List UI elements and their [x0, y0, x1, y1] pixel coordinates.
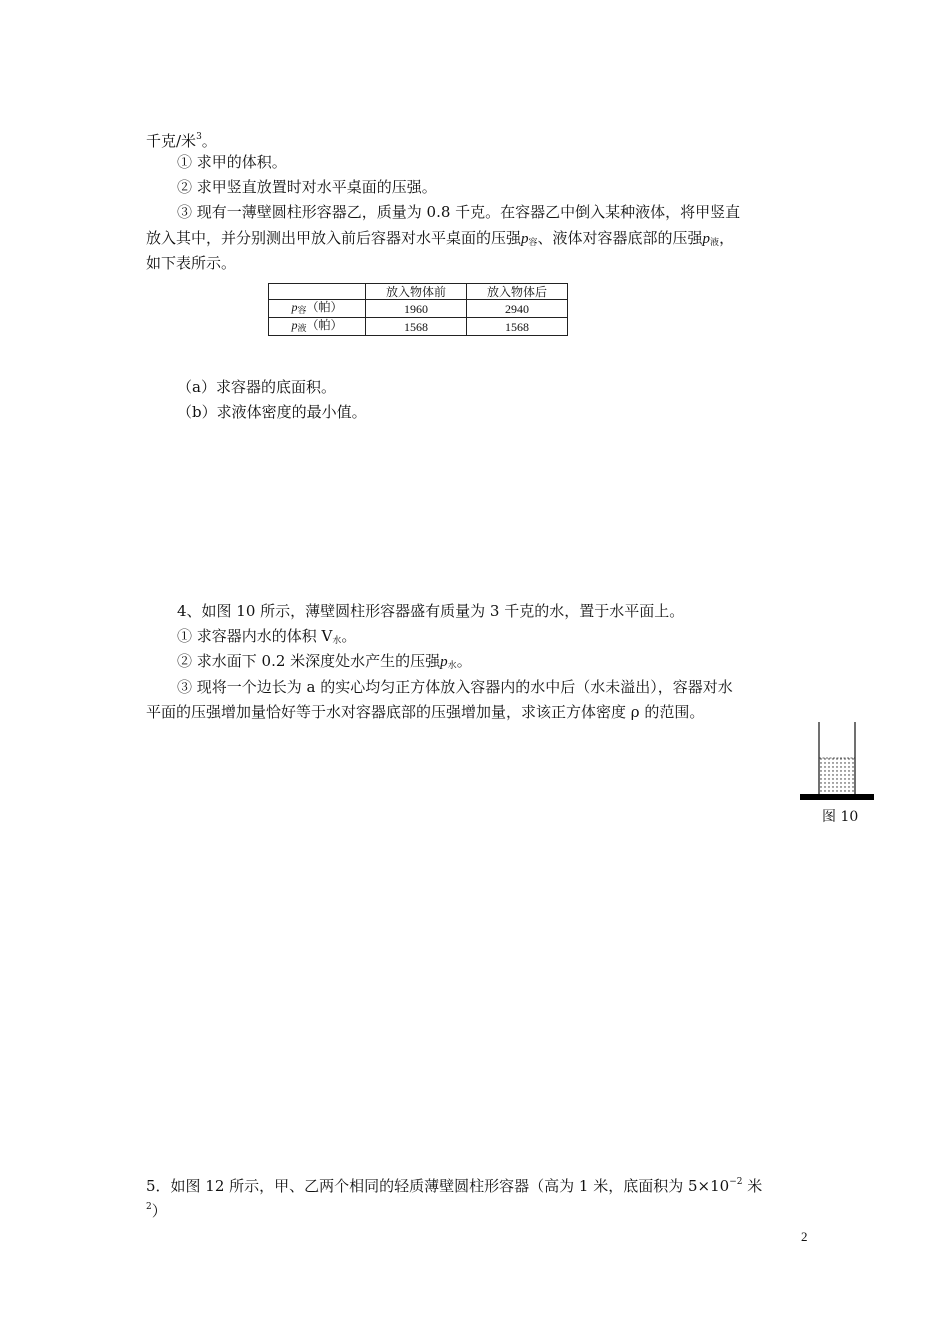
q3-item-3-line-1: ③ 现有一薄壁圆柱形容器乙，质量为 0.8 千克。在容器乙中倒入某种液体，将甲竖直 — [177, 203, 741, 221]
q3-unit-line — [146, 127, 217, 151]
row-p-sub: 容 — [297, 305, 307, 315]
row-p-symbol: p — [291, 318, 298, 332]
q3-sub-a: （a）求容器的底面积。 — [177, 378, 336, 396]
q4-item-3-line-2: 平面的压强增加量恰好等于水对容器底部的压强增加量，求该正方体密度 ρ 的范围。 — [146, 703, 705, 721]
table-cell: 1960 — [366, 300, 467, 318]
table-header-cell: 放入物体后 — [467, 284, 568, 300]
row-unit: （帕） — [306, 300, 343, 314]
row-p-symbol: p — [291, 300, 298, 314]
table-header-row — [269, 284, 568, 300]
q4-item-1-sub: 水 — [332, 636, 342, 646]
table-row-label — [269, 300, 366, 318]
table-cell: 1568 — [366, 318, 467, 336]
q3-sub-b: （b）求液体密度的最小值。 — [177, 403, 367, 421]
table-header-cell — [269, 284, 366, 300]
q3-item-3-line-2 — [146, 228, 734, 253]
q4-item-2-sub: 水 — [447, 661, 457, 671]
q3-p-symbol-2: p — [702, 231, 711, 247]
table-row — [269, 300, 568, 318]
q5-exponent: −2 — [729, 1177, 743, 1187]
q4-item-2-text: ② 求水面下 0.2 米深度处水产生的压强 — [177, 652, 441, 670]
row-unit: （帕） — [306, 318, 343, 332]
q3-item-1: ① 求甲的体积。 — [177, 153, 287, 171]
q3-p-sub-ye: 液 — [710, 238, 720, 248]
q5-text-c: ） — [151, 1202, 167, 1220]
q4-item-2 — [177, 651, 472, 676]
q3-p-symbol: p — [521, 231, 529, 247]
q3-item-2: ② 求甲竖直放置时对水平桌面的压强。 — [177, 178, 437, 196]
q3-item-3-text-c: ， — [719, 229, 735, 247]
q3-unit-text: 千克/米 — [146, 132, 197, 150]
figure-10-caption: 图 10 — [822, 809, 859, 825]
q5-text-b: 米 — [742, 1177, 763, 1195]
q5-line-1 — [146, 1172, 762, 1196]
table-header-cell: 放入物体前 — [366, 284, 467, 300]
q3-unit-end: 。 — [201, 132, 217, 150]
table-cell: 2940 — [467, 300, 568, 318]
q5-exponent-2: 2 — [146, 1202, 152, 1212]
q3-p-sub-rong: 容 — [528, 238, 538, 248]
q3-item-3-text-b: 、液体对容器底部的压强 — [537, 229, 703, 247]
q4-item-1 — [177, 626, 356, 651]
table-cell: 1568 — [467, 318, 568, 336]
table-row-label — [269, 318, 366, 336]
q3-item-3-line-3: 如下表所示。 — [146, 254, 237, 272]
q5-text-a: 5．如图 12 所示，甲、乙两个相同的轻质薄壁圆柱形容器（高为 1 米，底面积为 5×10 — [146, 1177, 730, 1195]
q4-item-1-text: ① 求容器内水的体积 V — [177, 627, 333, 645]
q4-item-2-end: 。 — [456, 652, 472, 670]
row-p-sub: 液 — [297, 323, 307, 333]
horizontal-base — [800, 794, 874, 800]
q3-item-3-text-a: 放入其中，并分别测出甲放入前后容器对水平桌面的压强 — [146, 229, 522, 247]
pressure-table — [268, 283, 568, 336]
q3-unit-exponent: 3 — [196, 132, 202, 142]
q4-stem: 4、如图 10 所示，薄壁圆柱形容器盛有质量为 3 千克的水，置于水平面上。 — [177, 602, 685, 620]
figure-10-container-diagram — [800, 722, 874, 812]
page-number: 2 — [801, 1229, 808, 1244]
q4-p-symbol: p — [440, 654, 448, 670]
q4-item-1-end: 。 — [341, 627, 357, 645]
q4-item-3-line-1: ③ 现将一个边长为 a 的实心均匀正方体放入容器内的水中后（水未溢出），容器对水 — [177, 678, 733, 696]
q5-line-2 — [146, 1197, 167, 1221]
water-fill — [819, 758, 855, 794]
table-row — [269, 318, 568, 336]
